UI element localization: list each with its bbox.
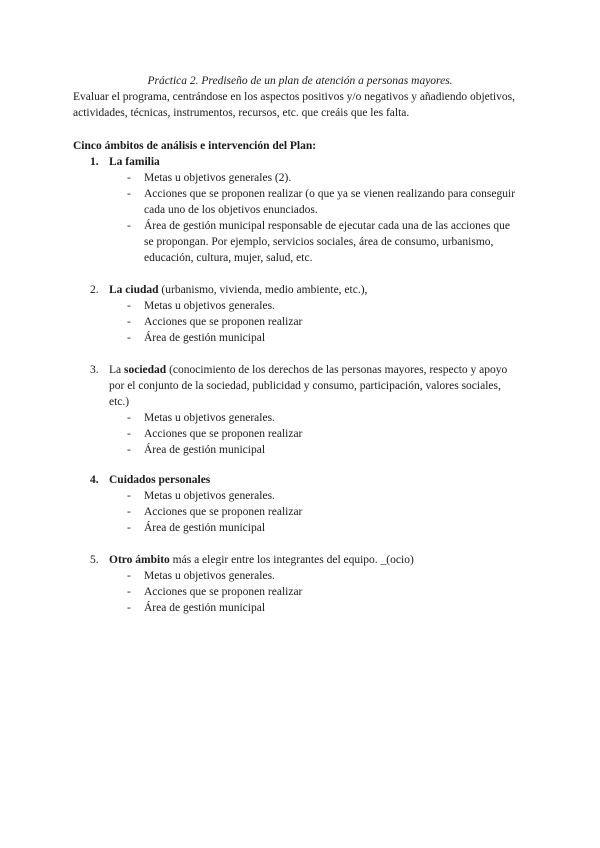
dash-bullet: - bbox=[127, 220, 131, 232]
list-item: - Acciones que se proponen realizar (o que ya se vienen realizando para conseguir cada uno de los objetivos enunciados. bbox=[127, 188, 516, 216]
dash-bullet: - bbox=[127, 316, 131, 328]
section-otro bbox=[90, 552, 520, 616]
section-label: La familia bbox=[109, 156, 160, 168]
section-ciudad bbox=[90, 282, 520, 346]
list-item: - Acciones que se proponen realizar bbox=[127, 506, 303, 518]
list-item: - Acciones que se proponen realizar bbox=[127, 586, 303, 598]
dash-bullet: - bbox=[127, 444, 131, 456]
section-familia bbox=[90, 154, 520, 266]
list-item: - Acciones que se proponen realizar bbox=[127, 428, 303, 440]
section-description: (conocimiento de los derechos de las personas mayores, respecto y apoyo por el conjunto de la sociedad, publicidad y consumo, participación, valores sociales, etc.) bbox=[109, 364, 508, 408]
document-title: Práctica 2. Prediseño de un plan de atención a personas mayores. bbox=[147, 75, 453, 87]
dash-bullet: - bbox=[127, 188, 131, 200]
section-items bbox=[90, 488, 520, 536]
dash-bullet: - bbox=[127, 300, 131, 312]
section-description: (urbanismo, vivienda, medio ambiente, etc.), bbox=[158, 284, 368, 296]
list-item: - Área de gestión municipal bbox=[127, 444, 266, 456]
section-cuidados bbox=[90, 472, 520, 536]
dash-bullet: - bbox=[127, 428, 131, 440]
dash-bullet: - bbox=[127, 586, 131, 598]
dash-bullet: - bbox=[127, 332, 131, 344]
list-item: - Área de gestión municipal responsable de ejecutar cada una de las acciones que se propongan. Por ejemplo, servicios sociales, área de consumo, urbanismo, educación, cultura, mujer, salud, etc. bbox=[127, 220, 510, 264]
section-title bbox=[109, 552, 520, 568]
section-title bbox=[109, 472, 520, 488]
list-item: - Metas u objetivos generales. bbox=[127, 300, 275, 312]
list-item: - Metas u objetivos generales. bbox=[127, 570, 275, 582]
list-item: - Área de gestión municipal bbox=[127, 522, 266, 534]
section-number: 4. bbox=[90, 474, 99, 486]
section-items bbox=[90, 410, 520, 458]
dash-bullet: - bbox=[127, 172, 131, 184]
section-label: Cuidados personales bbox=[109, 474, 211, 486]
dash-bullet: - bbox=[127, 412, 131, 424]
section-number: 5. bbox=[90, 554, 99, 566]
dash-bullet: - bbox=[127, 506, 131, 518]
list-item: - Área de gestión municipal bbox=[127, 602, 266, 614]
list-item: - Metas u objetivos generales. bbox=[127, 412, 275, 424]
section-number: 1. bbox=[90, 156, 99, 168]
dash-bullet: - bbox=[127, 570, 131, 582]
section-label: Otro ámbito bbox=[109, 554, 170, 566]
list-item: - Metas u objetivos generales (2). bbox=[127, 172, 292, 184]
list-item: - Acciones que se proponen realizar bbox=[127, 316, 303, 328]
section-heading: Cinco ámbitos de análisis e intervención del Plan: bbox=[73, 140, 317, 152]
section-title bbox=[109, 154, 520, 170]
dash-bullet: - bbox=[127, 602, 131, 614]
section-description: más a elegir entre los integrantes del equipo. _(ocio) bbox=[169, 554, 414, 566]
section-sociedad bbox=[90, 362, 520, 458]
dash-bullet: - bbox=[127, 490, 131, 502]
section-label: La ciudad bbox=[109, 284, 159, 296]
section-label: sociedad bbox=[124, 364, 167, 376]
intro-paragraph: Evaluar el programa, centrándose en los aspectos positivos y/o negativos y añadiendo objetivos, actividades, técnicas, instrumentos, recursos, etc. que creáis que les falta. bbox=[73, 91, 515, 119]
section-items bbox=[90, 170, 520, 266]
dash-bullet: - bbox=[127, 522, 131, 534]
list-item: - Área de gestión municipal bbox=[127, 332, 266, 344]
section-title: La sociedad (conocimiento de los derechos de las personas mayores, respecto y apoyo por el conjunto de la sociedad, publicidad y consumo, participación, valores sociales, etc.) bbox=[109, 364, 508, 408]
list-item: - Metas u objetivos generales. bbox=[127, 490, 275, 502]
section-number: 3. bbox=[90, 364, 99, 376]
section-title bbox=[109, 282, 520, 298]
section-items bbox=[90, 568, 520, 616]
section-items bbox=[90, 298, 520, 346]
section-number: 2. bbox=[90, 284, 99, 296]
